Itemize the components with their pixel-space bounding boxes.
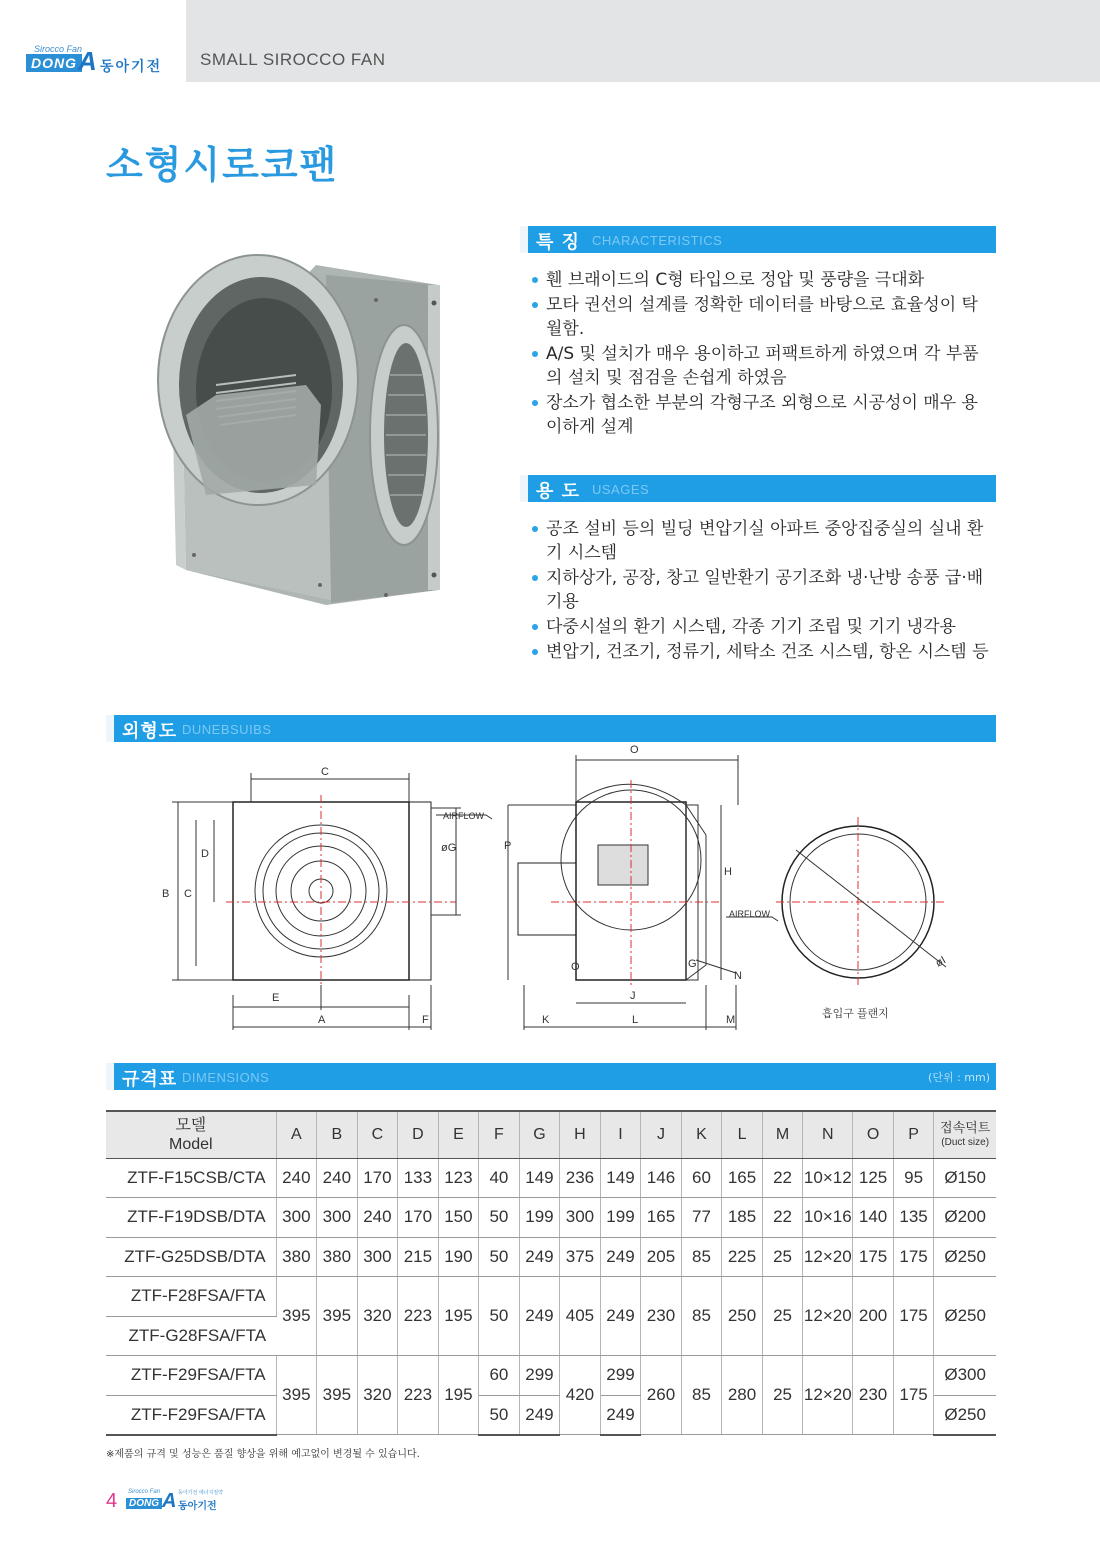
value-cell: 225 xyxy=(722,1237,763,1277)
footer-logo-dong: DONG xyxy=(126,1498,162,1509)
model-cell: ZTF-F19DSB/DTA xyxy=(106,1198,276,1238)
logo-area xyxy=(0,0,186,82)
value-cell: 223 xyxy=(398,1356,439,1435)
duct-cell: Ø250 xyxy=(934,1277,996,1356)
header-col: F xyxy=(479,1111,520,1158)
header-col: B xyxy=(317,1111,358,1158)
characteristics-title: 특 징 xyxy=(536,232,581,253)
value-cell: 22 xyxy=(762,1158,803,1198)
value-cell: 240 xyxy=(317,1158,358,1198)
footer-logo-tagline: Sirocco Fan xyxy=(128,1489,161,1495)
value-cell: 249 xyxy=(519,1395,560,1435)
header-col: G xyxy=(519,1111,560,1158)
table-header-row xyxy=(106,1111,996,1158)
table-row xyxy=(106,1198,996,1238)
value-cell: 236 xyxy=(560,1158,601,1198)
value-cell: 223 xyxy=(398,1277,439,1356)
list-item: 지하상가, 공장, 창고 일반환기 공기조화 냉·난방 송풍 급·배기용 xyxy=(530,566,990,614)
usages-list xyxy=(530,517,990,665)
value-cell: 60 xyxy=(681,1158,722,1198)
dim-h: H xyxy=(724,866,732,878)
value-cell: 25 xyxy=(762,1237,803,1277)
dim-p: P xyxy=(504,840,512,852)
value-cell: 10×16 xyxy=(803,1198,853,1238)
list-item: 공조 설비 등의 빌딩 변압기실 아파트 중앙집중실의 실내 환기 시스템 xyxy=(530,517,990,565)
dimensions-title: 규격표 xyxy=(122,1069,178,1090)
value-cell: 95 xyxy=(893,1158,934,1198)
value-cell: 175 xyxy=(893,1277,934,1356)
value-cell: 190 xyxy=(438,1237,479,1277)
value-cell: 175 xyxy=(853,1237,894,1277)
dim-i: øI xyxy=(933,954,948,970)
value-cell: 135 xyxy=(893,1198,934,1238)
value-cell: 25 xyxy=(762,1277,803,1356)
value-cell: 85 xyxy=(681,1356,722,1435)
table-row xyxy=(106,1237,996,1277)
dim-c-top: C xyxy=(321,766,329,778)
dim-j: J xyxy=(630,990,636,1002)
dim-e: E xyxy=(272,992,280,1004)
header-col: C xyxy=(357,1111,398,1158)
header-col: I xyxy=(600,1111,641,1158)
value-cell: 380 xyxy=(276,1237,317,1277)
page-header xyxy=(0,0,1100,82)
value-cell: 50 xyxy=(479,1237,520,1277)
dim-f: F xyxy=(422,1014,429,1026)
dimensions-title-en: DIMENSIONS xyxy=(182,1070,270,1085)
value-cell: 320 xyxy=(357,1277,398,1356)
value-cell: 420 xyxy=(560,1356,601,1435)
duct-cell: Ø300 xyxy=(934,1356,996,1396)
value-cell: 170 xyxy=(398,1198,439,1238)
dim-c-side: C xyxy=(184,888,192,900)
value-cell: 215 xyxy=(398,1237,439,1277)
value-cell: 165 xyxy=(722,1158,763,1198)
product-photo xyxy=(146,245,446,615)
list-item: 장소가 협소한 부분의 각형구조 외형으로 시공성이 매우 용이하게 설계 xyxy=(530,391,990,439)
value-cell: 230 xyxy=(853,1356,894,1435)
dim-o-side: O xyxy=(571,961,580,973)
dimensions-unit: (단위 : mm) xyxy=(928,1071,990,1084)
header-col: J xyxy=(641,1111,682,1158)
value-cell: 77 xyxy=(681,1198,722,1238)
value-cell: 25 xyxy=(762,1356,803,1435)
usages-bar xyxy=(520,475,996,502)
duct-cell: Ø250 xyxy=(934,1237,996,1277)
value-cell: 249 xyxy=(519,1277,560,1356)
header-col: K xyxy=(681,1111,722,1158)
list-item: A/S 및 설치가 매우 용이하고 퍼팩트하게 하였으며 각 부품의 설치 및 점검을 손쉽게 하였음 xyxy=(530,342,990,390)
header-col: L xyxy=(722,1111,763,1158)
value-cell: 299 xyxy=(519,1356,560,1396)
duct-cell: Ø150 xyxy=(934,1158,996,1198)
value-cell: 249 xyxy=(600,1395,641,1435)
header-col: E xyxy=(438,1111,479,1158)
table-row xyxy=(106,1356,996,1396)
header-col: A xyxy=(276,1111,317,1158)
value-cell: 170 xyxy=(357,1158,398,1198)
value-cell: 22 xyxy=(762,1198,803,1238)
value-cell: 300 xyxy=(317,1198,358,1238)
value-cell: 395 xyxy=(317,1356,358,1435)
value-cell: 195 xyxy=(438,1277,479,1356)
value-cell: 50 xyxy=(479,1395,520,1435)
logo-tagline: Sirocco Fan xyxy=(34,44,83,54)
value-cell: 199 xyxy=(600,1198,641,1238)
value-cell: 12×20 xyxy=(803,1356,853,1435)
characteristics-bar xyxy=(520,226,996,253)
value-cell: 260 xyxy=(641,1356,682,1435)
page-title: 소형시로코팬 xyxy=(106,143,339,187)
dim-g-side: G xyxy=(688,958,697,970)
value-cell: 185 xyxy=(722,1198,763,1238)
model-cell: ZTF-F15CSB/CTA xyxy=(106,1158,276,1198)
dim-l: L xyxy=(632,1014,639,1026)
dim-d: D xyxy=(201,848,209,860)
value-cell: 85 xyxy=(681,1237,722,1277)
value-cell: 175 xyxy=(893,1356,934,1435)
value-cell: 240 xyxy=(276,1158,317,1198)
logo-dong: DONG xyxy=(26,54,82,72)
list-item: 변압기, 건조기, 정류기, 세탁소 건조 시스템, 항온 시스템 등 xyxy=(530,640,990,664)
footer-logo-a: A xyxy=(162,1490,177,1512)
outline-title-en: DUNEBSUIBS xyxy=(182,722,272,737)
value-cell: 149 xyxy=(600,1158,641,1198)
logo-a: A xyxy=(78,46,97,76)
header-title: SMALL SIROCCO FAN xyxy=(200,50,386,69)
value-cell: 230 xyxy=(641,1277,682,1356)
header-col: H xyxy=(560,1111,601,1158)
table-body xyxy=(106,1158,996,1435)
model-cell: ZTF-F29FSA/FTA xyxy=(106,1395,276,1435)
value-cell: 150 xyxy=(438,1198,479,1238)
value-cell: 395 xyxy=(276,1277,317,1356)
value-cell: 405 xyxy=(560,1277,601,1356)
usages-title-en: USAGES xyxy=(592,482,650,497)
dim-a: A xyxy=(318,1014,326,1026)
value-cell: 395 xyxy=(317,1277,358,1356)
value-cell: 40 xyxy=(479,1158,520,1198)
value-cell: 300 xyxy=(560,1198,601,1238)
value-cell: 205 xyxy=(641,1237,682,1277)
airflow-label-2: AIRFLOW xyxy=(729,909,771,919)
value-cell: 175 xyxy=(893,1237,934,1277)
header-col: M xyxy=(762,1111,803,1158)
model-cell: ZTF-G28FSA/FTA xyxy=(106,1316,276,1356)
value-cell: 50 xyxy=(479,1198,520,1238)
value-cell: 375 xyxy=(560,1237,601,1277)
header-model: 모델 Model xyxy=(106,1111,276,1158)
dong-a-logo xyxy=(26,44,176,76)
value-cell: 299 xyxy=(600,1356,641,1396)
value-cell: 149 xyxy=(519,1158,560,1198)
table-row xyxy=(106,1277,996,1317)
value-cell: 10×12 xyxy=(803,1158,853,1198)
value-cell: 395 xyxy=(276,1356,317,1435)
value-cell: 240 xyxy=(357,1198,398,1238)
value-cell: 300 xyxy=(357,1237,398,1277)
value-cell: 12×20 xyxy=(803,1237,853,1277)
outline-title: 외형도 xyxy=(122,721,178,742)
dim-b: B xyxy=(162,888,170,900)
value-cell: 320 xyxy=(357,1356,398,1435)
value-cell: 280 xyxy=(722,1356,763,1435)
footer-logo-slogan: 동아기전 에너지절약 xyxy=(178,1490,224,1496)
duct-cell: Ø250 xyxy=(934,1395,996,1435)
list-item: 다중시설의 환기 시스템, 각종 기기 조립 및 기기 냉각용 xyxy=(530,615,990,639)
value-cell: 50 xyxy=(479,1277,520,1356)
airflow-label-1: AIRFLOW xyxy=(443,811,485,821)
header-col: O xyxy=(853,1111,894,1158)
list-item: 모타 권선의 설계를 정확한 데이터를 바탕으로 효율성이 탁월함. xyxy=(530,293,990,341)
page-number: 4 xyxy=(106,1490,118,1512)
model-cell: ZTF-F29FSA/FTA xyxy=(106,1356,276,1396)
header-col: D xyxy=(398,1111,439,1158)
value-cell: 249 xyxy=(519,1237,560,1277)
value-cell: 250 xyxy=(722,1277,763,1356)
value-cell: 249 xyxy=(600,1237,641,1277)
dimensions-bar xyxy=(106,1063,996,1090)
list-item: 휀 브래이드의 C형 타입으로 정압 및 풍량을 극대화 xyxy=(530,268,990,292)
dim-n: N xyxy=(734,970,742,982)
flange-label: 흡입구 플랜지 xyxy=(822,1008,889,1020)
header-col: N xyxy=(803,1111,853,1158)
value-cell: 146 xyxy=(641,1158,682,1198)
value-cell: 195 xyxy=(438,1356,479,1435)
page-footer xyxy=(106,1490,306,1514)
footer-logo-korean: 동아기전 xyxy=(178,1501,217,1512)
outline-drawing xyxy=(146,745,996,1040)
value-cell: 199 xyxy=(519,1198,560,1238)
duct-cell: Ø200 xyxy=(934,1198,996,1238)
dim-o: O xyxy=(630,745,639,756)
value-cell: 300 xyxy=(276,1198,317,1238)
dim-m: M xyxy=(726,1014,736,1026)
value-cell: 140 xyxy=(853,1198,894,1238)
header-col: P xyxy=(893,1111,934,1158)
value-cell: 133 xyxy=(398,1158,439,1198)
dim-g: øG xyxy=(441,842,457,854)
dim-k: K xyxy=(542,1014,550,1026)
table-row xyxy=(106,1158,996,1198)
model-cell: ZTF-G25DSB/DTA xyxy=(106,1237,276,1277)
value-cell: 165 xyxy=(641,1198,682,1238)
value-cell: 200 xyxy=(853,1277,894,1356)
outline-bar xyxy=(106,715,996,742)
value-cell: 123 xyxy=(438,1158,479,1198)
value-cell: 60 xyxy=(479,1356,520,1396)
spec-note: ※제품의 규격 및 성능은 품질 향상을 위해 예고없이 변경될 수 있습니다. xyxy=(106,1449,420,1460)
usages-title: 용 도 xyxy=(536,481,581,502)
logo-korean: 동아기전 xyxy=(100,59,163,75)
value-cell: 249 xyxy=(600,1277,641,1356)
value-cell: 125 xyxy=(853,1158,894,1198)
model-cell: ZTF-F28FSA/FTA xyxy=(106,1277,276,1317)
value-cell: 85 xyxy=(681,1277,722,1356)
value-cell: 12×20 xyxy=(803,1277,853,1356)
dimensions-table xyxy=(106,1110,996,1436)
characteristics-title-en: CHARACTERISTICS xyxy=(592,233,723,248)
characteristics-list xyxy=(530,268,990,440)
value-cell: 380 xyxy=(317,1237,358,1277)
header-duct: 접속덕트 (Duct size) xyxy=(934,1111,996,1158)
